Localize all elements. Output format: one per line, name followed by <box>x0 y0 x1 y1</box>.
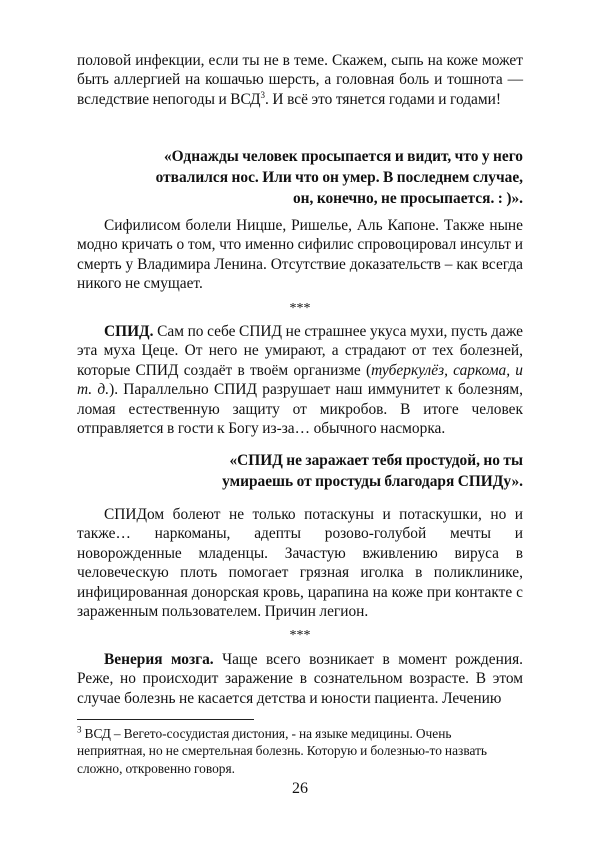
paragraph-text: Сифилисом болели Ницше, Ришелье, Аль Капоне. Также ныне модно кричать о том, что именно сифилис спровоцировал инсульт и смерть у Владимира Ленина. Отсутствие доказательств – как всегда никого не смущает. <box>77 217 523 293</box>
paragraph-text: ). Параллельно СПИД разрушает наш иммунитет к болезням, ломая естественную защиту от микробов. В итоге человек отправляется в гости к Богу из-за… обычного насморка. <box>77 381 523 438</box>
quote-line: «СПИД не заражает тебя простудой, но ты <box>229 452 523 469</box>
footnote-divider <box>77 719 254 720</box>
quote-line: отвалился нос. Или что он умер. В последнем случае, <box>155 169 523 186</box>
italic-text: туберкулёз, саркома, и т. д. <box>77 361 523 399</box>
paragraph-text: . И всё это тянется годами и годами! <box>265 90 501 108</box>
footnote-reference: 3 <box>260 89 266 100</box>
quote-line: умираешь от простуды благодаря СПИДу». <box>222 473 523 490</box>
paragraph-syphilis <box>77 216 523 294</box>
section-separator: *** <box>289 628 311 643</box>
footnote <box>77 725 523 777</box>
paragraph-brain <box>77 650 523 708</box>
quote-block <box>77 146 523 209</box>
paragraph-text: Сам по себе СПИД не страшнее укуса мухи, пусть даже эта муха Цеце. От него не умирают, а страдают от тех болезней, которые СПИД создаёт в твоём организме ( <box>77 323 523 379</box>
section-heading: Венерия мозга. <box>104 651 214 668</box>
paragraph-text: СПИДом болеют не только потаскуны и потаскушки, но и также… наркоманы, адепты розово-голубой мечты и новорожденные младенцы. Зачастую вживлению вируса в человеческую плоть помогает грязная иголка в поликлинике, инфицированная донорская кровь, царапина на коже при контакте с зараженным пользователем. Причин легион. <box>77 506 523 621</box>
paragraph-aids-risk <box>77 505 523 621</box>
page-number: 26 <box>292 780 308 797</box>
quote-block <box>77 450 523 492</box>
paragraph-text: половой инфекции, если ты не в теме. Скажем, сыпь на коже может быть аллергией на кошачью шерсть, а головная боль и тошнота — вследствие непогоды и ВСД <box>77 52 523 108</box>
footnote-number: 3 <box>77 724 82 735</box>
paragraph-aids <box>77 322 523 438</box>
quote-line: он, конечно, не просыпается. : )». <box>292 190 523 207</box>
section-heading: СПИД. <box>104 323 154 340</box>
quote-line: «Однажды человек просыпается и видит, что у него <box>163 148 523 165</box>
paragraph-text: Чаще всего возникает в момент рождения. Реже, но происходит заражение в сознательном возрасте. В этом случае болезнь не касается детства и юности пациента. Лечению <box>77 651 523 707</box>
section-separator: *** <box>289 301 311 316</box>
footnote-text: ВСД – Вегето-сосудистая дистония, - на языке медицины. Очень неприятная, но не смертельная болезнь. Которую и болезнью-то назвать сложно, откровенно говоря. <box>77 726 488 776</box>
paragraph-continuation <box>77 51 523 109</box>
